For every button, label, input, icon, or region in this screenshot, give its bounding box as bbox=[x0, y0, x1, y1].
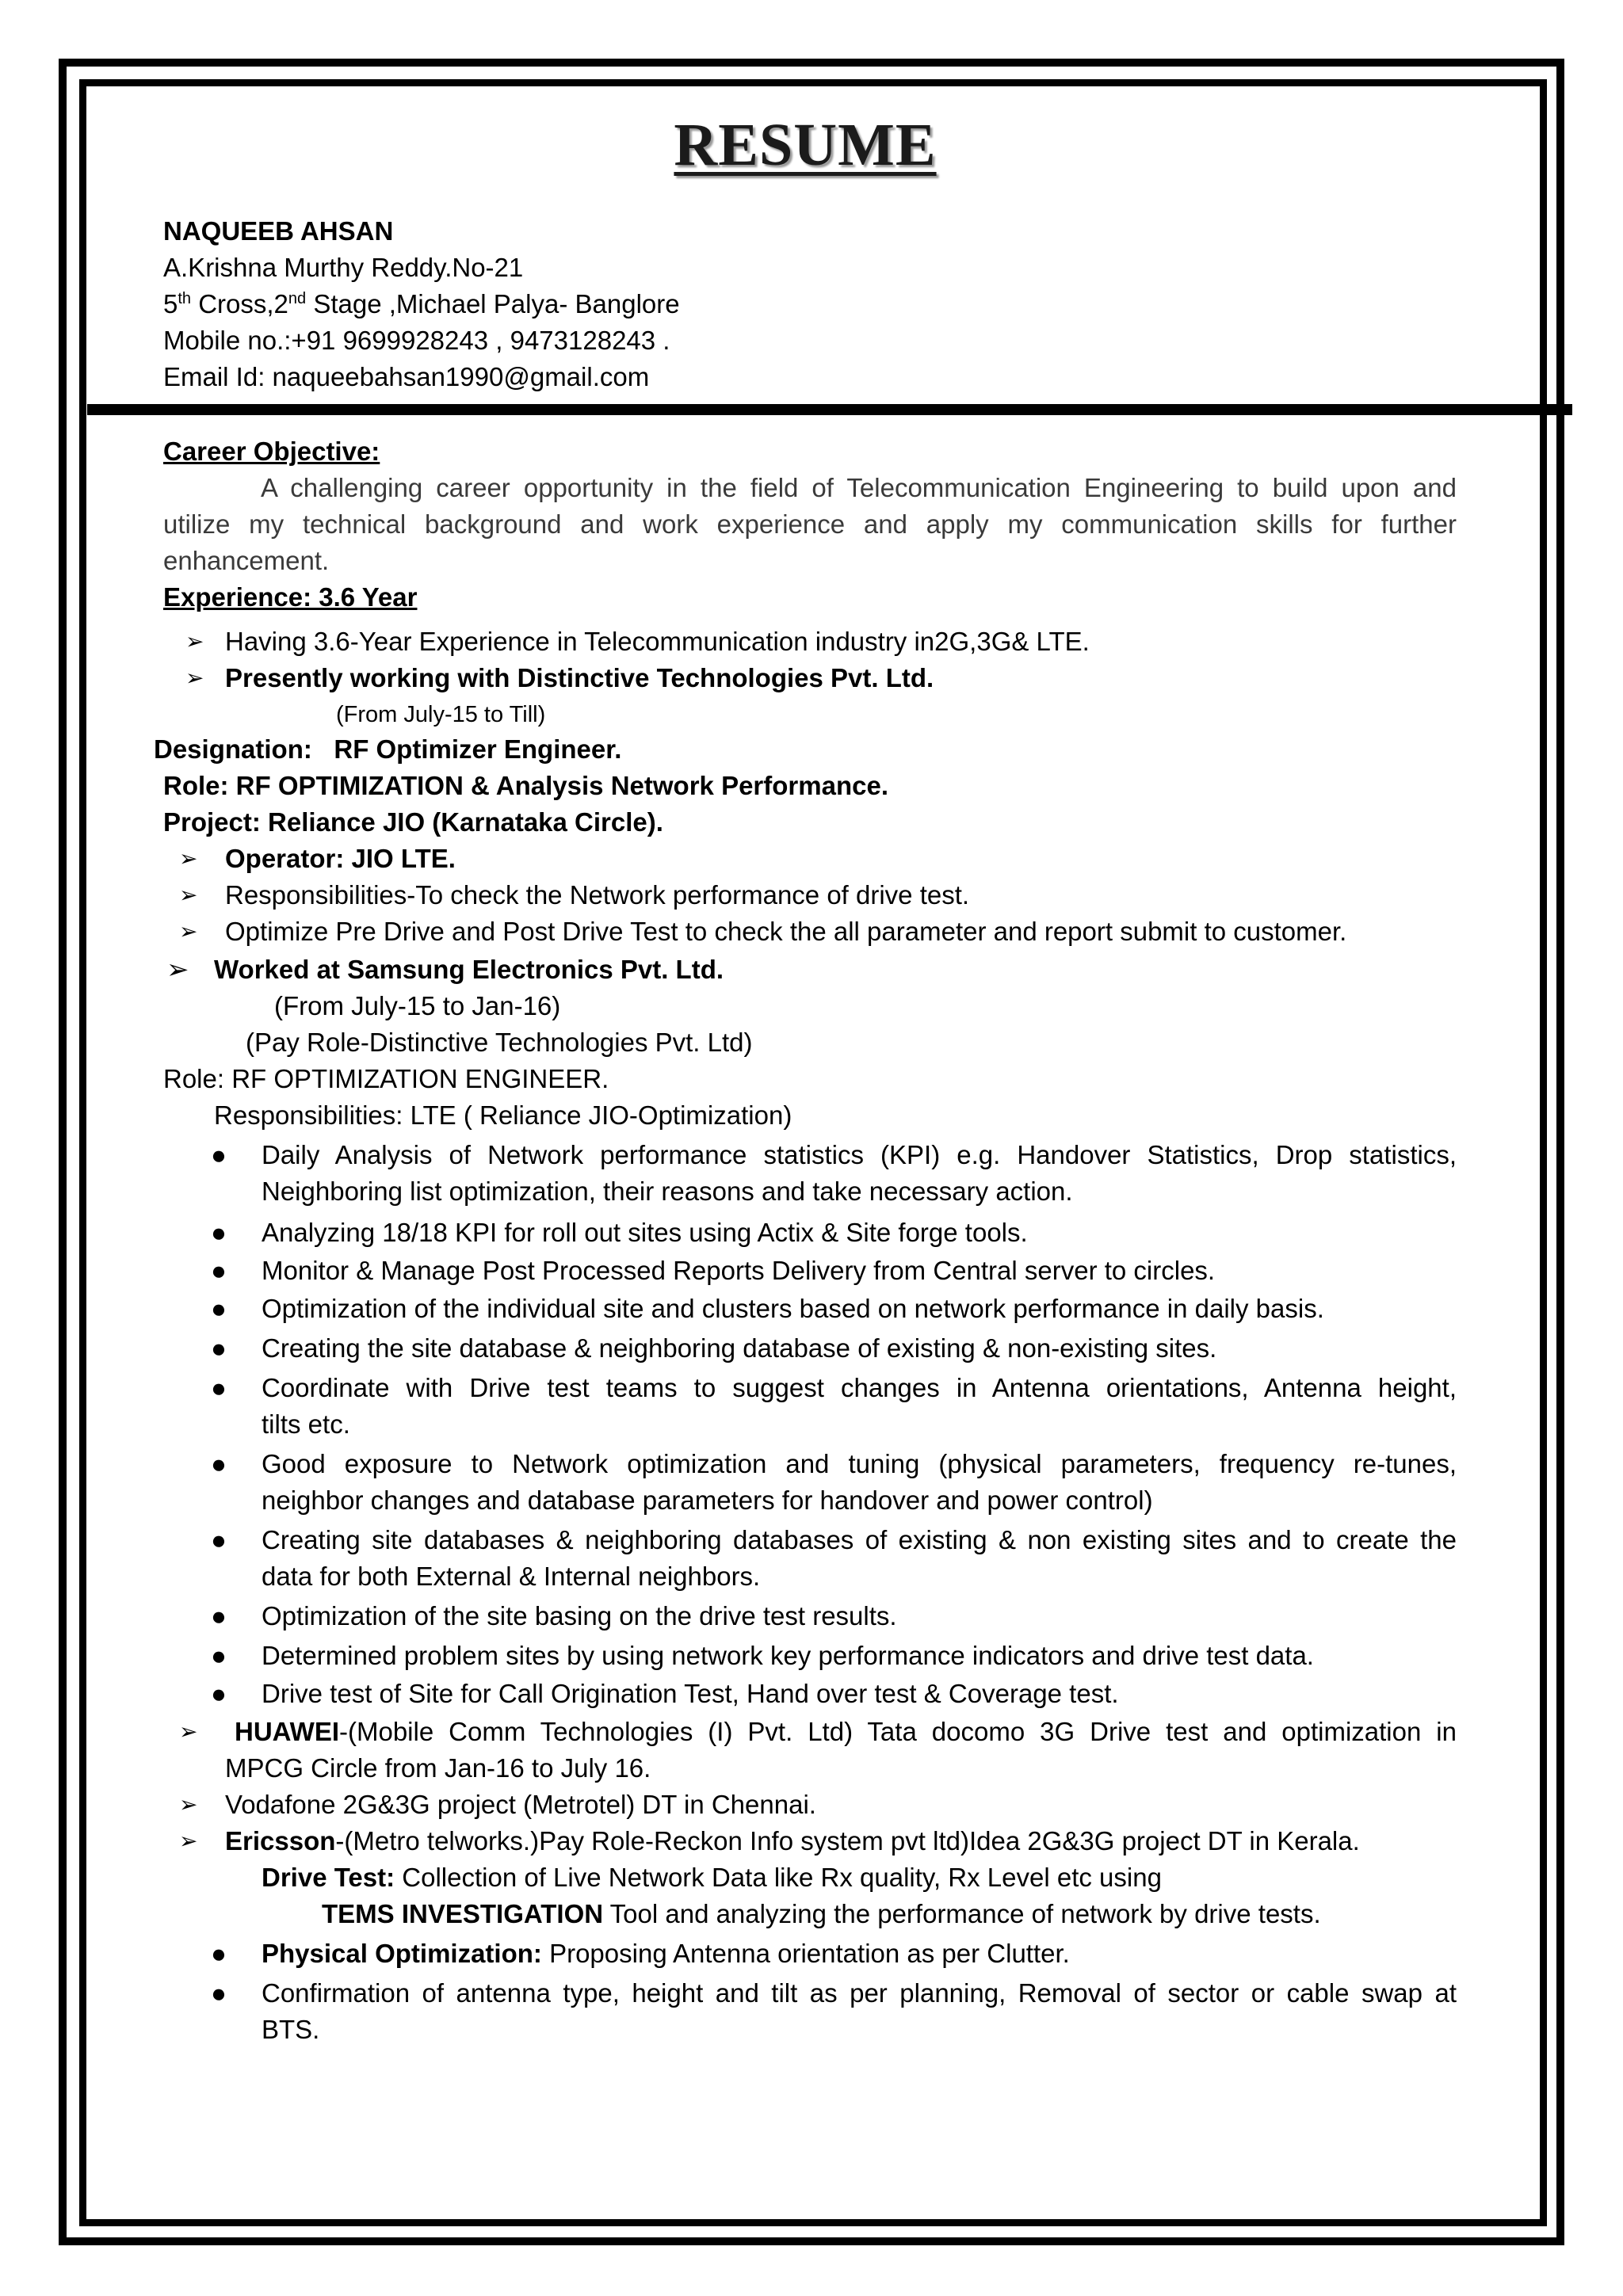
bullet-icon: ● bbox=[211, 1601, 227, 1630]
samsung-bullet-6-line-1: Coordinate with Drive test teams to suggest changes in Antenna orientations, Antenna height, bbox=[262, 1373, 1457, 1402]
samsung-responsibilities-heading: Responsibilities: LTE ( Reliance JIO-Optimization) bbox=[214, 1100, 792, 1130]
bullet-icon: ● bbox=[211, 1939, 227, 1968]
bullet-icon: ● bbox=[211, 1641, 227, 1670]
operator: Operator: JIO LTE. bbox=[225, 844, 456, 873]
confirmation-line-1: Confirmation of antenna type, height and tilt as per planning, Removal of sector or cable swap at bbox=[262, 1978, 1457, 2008]
arrow-bullet-icon: ➢ bbox=[179, 1792, 198, 1817]
email: Email Id: naqueebahsan1990@gmail.com bbox=[163, 362, 650, 391]
samsung-heading: Worked at Samsung Electronics Pvt. Ltd. bbox=[214, 955, 724, 984]
ericsson: Ericsson-(Metro telworks.)Pay Role-Reckon Info system pvt ltd)Idea 2G&3G project DT in Kerala. bbox=[225, 1826, 1360, 1855]
resume-title-text: RESUME bbox=[674, 112, 937, 178]
experience-item-2: Presently working with Distinctive Technologies Pvt. Ltd. bbox=[225, 663, 934, 692]
samsung-bullet-8-line-2: data for both External & Internal neighbors. bbox=[262, 1562, 761, 1591]
experience-item-1: Having 3.6-Year Experience in Telecommunication industry in2G,3G& LTE. bbox=[225, 627, 1090, 656]
header-divider bbox=[87, 404, 1572, 415]
tems-investigation: TEMS INVESTIGATION Tool and analyzing the performance of network by drive tests. bbox=[322, 1899, 1321, 1928]
project: Project: Reliance JIO (Karnataka Circle). bbox=[163, 807, 663, 837]
bullet-icon: ● bbox=[211, 1525, 227, 1554]
bullet-icon: ● bbox=[211, 1449, 227, 1478]
huawei-line-2: MPCG Circle from Jan-16 to July 16. bbox=[225, 1753, 651, 1783]
arrow-bullet-icon: ➢ bbox=[179, 1719, 198, 1744]
drive-test: Drive Test: Collection of Live Network Data like Rx quality, Rx Level etc using bbox=[262, 1863, 1162, 1892]
address-line-2: 5th Cross,2nd Stage ,Michael Palya- Banglore bbox=[163, 289, 680, 318]
arrow-bullet-icon: ➢ bbox=[179, 883, 198, 907]
arrow-bullet-icon: ➢ bbox=[185, 629, 204, 654]
samsung-bullet-7-line-2: neighbor changes and database parameters for handover and power control) bbox=[262, 1486, 1153, 1515]
arrow-bullet-icon: ➢ bbox=[166, 955, 189, 985]
vodafone: Vodafone 2G&3G project (Metrotel) DT in Chennai. bbox=[225, 1790, 816, 1819]
bullet-icon: ● bbox=[211, 1294, 227, 1323]
samsung-bullet-1-line-2: Neighboring list optimization, their reasons and take necessary action. bbox=[262, 1177, 1073, 1206]
experience-item-2-dates: (From July-15 to Till) bbox=[336, 702, 546, 727]
name: NAQUEEB AHSAN bbox=[163, 216, 394, 246]
arrow-bullet-icon: ➢ bbox=[185, 666, 204, 690]
samsung-bullet-2: Analyzing 18/18 KPI for roll out sites using Actix & Site forge tools. bbox=[262, 1218, 1028, 1247]
arrow-bullet-icon: ➢ bbox=[179, 919, 198, 944]
bullet-icon: ● bbox=[211, 1256, 227, 1285]
bullet-icon: ● bbox=[211, 1679, 227, 1708]
bullet-icon: ● bbox=[211, 1333, 227, 1363]
samsung-bullet-4: Optimization of the individual site and clusters based on network performance in daily basis. bbox=[262, 1294, 1324, 1323]
samsung-payrole: (Pay Role-Distinctive Technologies Pvt. Ltd) bbox=[246, 1028, 753, 1057]
samsung-bullet-1-line-1: Daily Analysis of Network performance statistics (KPI) e.g. Handover Statistics, Drop statistics, bbox=[262, 1140, 1457, 1169]
role: Role: RF OPTIMIZATION & Analysis Network Performance. bbox=[163, 771, 888, 800]
physical-optimization: Physical Optimization: Proposing Antenna orientation as per Clutter. bbox=[262, 1939, 1070, 1968]
confirmation-line-2: BTS. bbox=[262, 2015, 320, 2044]
samsung-bullet-11: Drive test of Site for Call Origination Test, Hand over test & Coverage test. bbox=[262, 1679, 1119, 1708]
career-objective-heading: Career Objective: bbox=[163, 437, 380, 466]
designation: Designation: RF Optimizer Engineer. bbox=[154, 734, 622, 764]
samsung-role: Role: RF OPTIMIZATION ENGINEER. bbox=[163, 1064, 609, 1093]
responsibility-2: Optimize Pre Drive and Post Drive Test to check the all parameter and report submit to customer. bbox=[225, 917, 1347, 946]
career-objective-line-3: enhancement. bbox=[163, 546, 330, 575]
samsung-bullet-6-line-2: tilts etc. bbox=[262, 1409, 350, 1439]
bullet-icon: ● bbox=[211, 1373, 227, 1402]
experience-heading: Experience: 3.6 Year bbox=[163, 582, 418, 612]
samsung-bullet-7-line-1: Good exposure to Network optimization and tuning (physical parameters, frequency re-tunes, bbox=[262, 1449, 1457, 1478]
huawei-line-1: HUAWEI-(Mobile Comm Technologies (I) Pvt. Ltd) Tata docomo 3G Drive test and optimization in bbox=[235, 1717, 1457, 1746]
address-line-1: A.Krishna Murthy Reddy.No-21 bbox=[163, 253, 524, 282]
samsung-bullet-3: Monitor & Manage Post Processed Reports Delivery from Central server to circles. bbox=[262, 1256, 1216, 1285]
samsung-bullet-5: Creating the site database & neighboring database of existing & non-existing sites. bbox=[262, 1333, 1217, 1363]
responsibility-1: Responsibilities-To check the Network performance of drive test. bbox=[225, 880, 970, 910]
samsung-bullet-8-line-1: Creating site databases & neighboring databases of existing & non existing sites and to create the bbox=[262, 1525, 1457, 1554]
bullet-icon: ● bbox=[211, 1218, 227, 1247]
samsung-bullet-9: Optimization of the site basing on the drive test results. bbox=[262, 1601, 897, 1630]
bullet-icon: ● bbox=[211, 1978, 227, 2008]
arrow-bullet-icon: ➢ bbox=[179, 846, 198, 871]
samsung-bullet-10: Determined problem sites by using network key performance indicators and drive test data. bbox=[262, 1641, 1314, 1670]
arrow-bullet-icon: ➢ bbox=[179, 1829, 198, 1853]
mobile-number: Mobile no.:+91 9699928243 , 9473128243 . bbox=[163, 326, 670, 355]
career-objective-line-2: utilize my technical background and work experience and apply my communication skills for further bbox=[163, 509, 1457, 539]
samsung-dates: (From July-15 to Jan-16) bbox=[274, 991, 561, 1020]
resume-title bbox=[0, 111, 1623, 180]
career-objective-line-1: A challenging career opportunity in the field of Telecommunication Engineering to build upon and bbox=[261, 473, 1457, 502]
bullet-icon: ● bbox=[211, 1140, 227, 1169]
